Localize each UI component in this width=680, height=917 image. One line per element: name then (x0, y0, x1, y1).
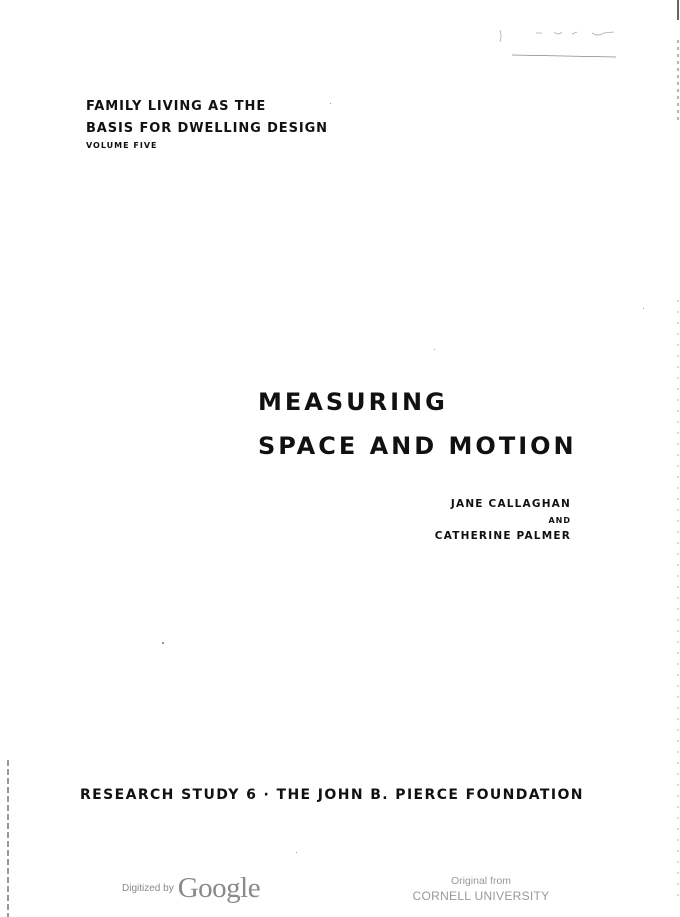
scan-edge-left (7, 760, 9, 917)
scan-edge-right (677, 0, 679, 917)
authors-block (435, 496, 571, 545)
original-label: Original from (450, 875, 512, 887)
series-title-line-2: BASIS FOR DWELLING DESIGN (86, 121, 328, 136)
scan-speck (296, 852, 297, 853)
author-2: CATHERINE PALMER (434, 530, 571, 542)
digitized-by-watermark (122, 872, 260, 905)
book-title-line-2: SPACE AND MOTION (258, 432, 577, 460)
series-block (86, 96, 328, 152)
book-title-line-1: MEASURING (258, 388, 448, 416)
author-conjunction: AND (548, 516, 571, 525)
google-logo: Google (177, 872, 261, 904)
author-1: JANE CALLAGHAN (450, 498, 571, 510)
scan-speck (162, 642, 164, 644)
handwritten-mark (496, 24, 622, 60)
original-source: CORNELL UNIVERSITY (412, 889, 550, 903)
scan-speck (434, 349, 435, 350)
book-title (258, 380, 577, 468)
scan-speck (643, 308, 644, 309)
volume-label: VOLUME FIVE (86, 141, 158, 150)
original-from-watermark (410, 874, 552, 904)
scan-speck (330, 103, 331, 104)
series-title-line-1: FAMILY LIVING AS THE (86, 99, 267, 114)
publisher-line: RESEARCH STUDY 6 · THE JOHN B. PIERCE FOUNDATION (80, 787, 584, 803)
digitized-label: Digitized by (122, 883, 174, 894)
